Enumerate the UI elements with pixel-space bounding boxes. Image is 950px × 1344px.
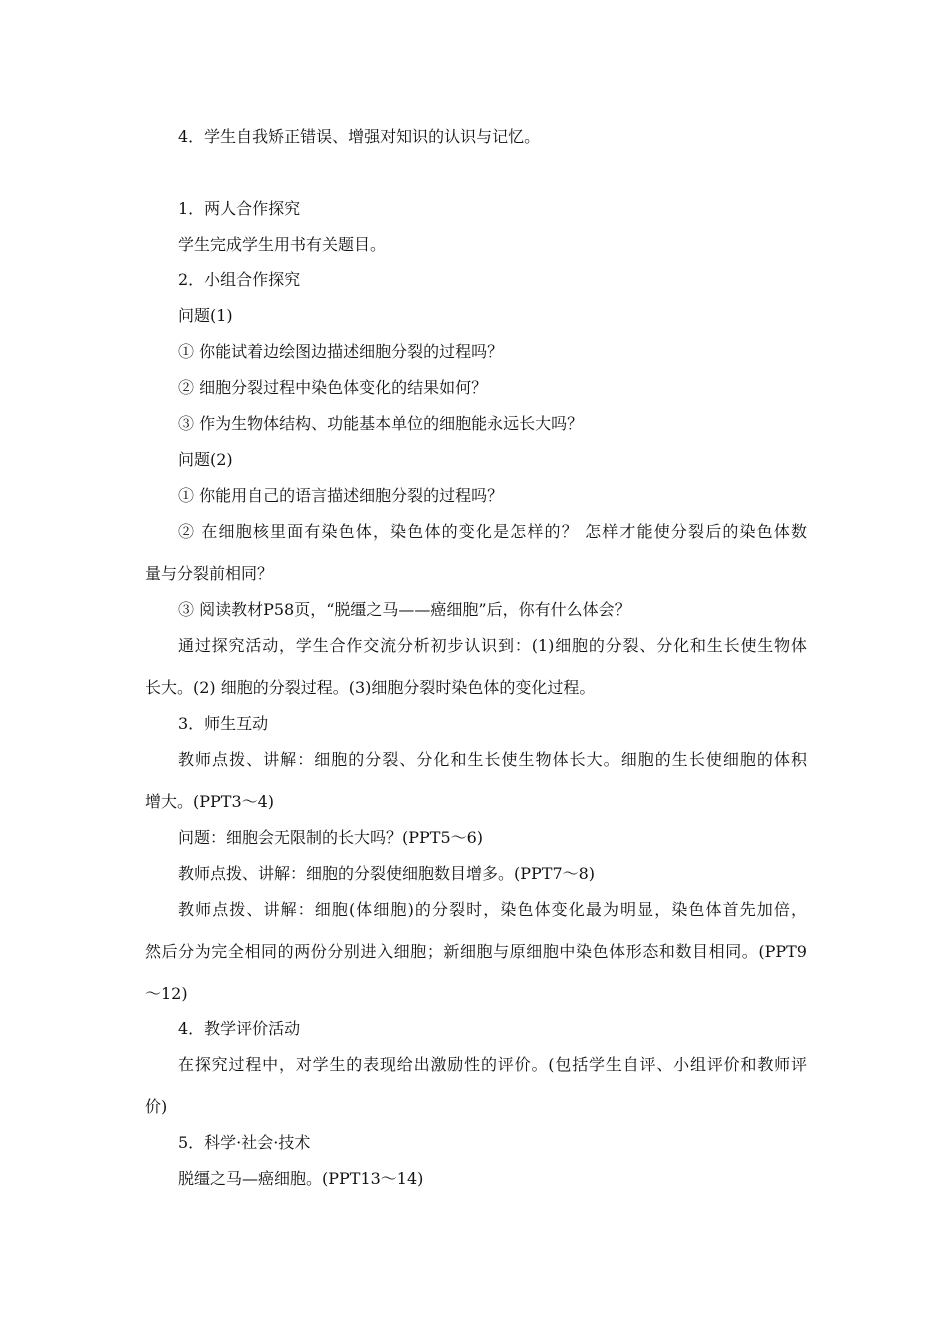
heading-group-inquiry: 2．小组合作探究 — [178, 270, 301, 289]
paragraph-teacher-explain-1: 教师点拨、讲解：细胞的分裂、分化和生长使生物体长大。细胞的生长使细胞的体积 — [178, 750, 807, 769]
question-2-item-3: ③ 阅读教材P58页，“脱缰之马——癌细胞”后，你有什么体会？ — [178, 600, 631, 619]
paragraph-teacher-explain-2: 教师点拨、讲解：细胞的分裂使细胞数目增多。(PPT7～8) — [178, 864, 596, 883]
question-1-item-1: ① 你能试着边绘图边描述细胞分裂的过程吗？ — [178, 342, 504, 361]
question-2-item-1: ① 你能用自己的语言描述细胞分裂的过程吗？ — [178, 486, 504, 505]
paragraph-teacher-explain-3-end: ～12) — [145, 984, 188, 1003]
question-2-item-2-cont: 量与分裂前相同？ — [145, 564, 274, 583]
question-1-label: 问题(1) — [178, 306, 233, 325]
heading-interaction: 3．师生互动 — [178, 714, 269, 733]
paragraph-self-correction: 4．学生自我矫正错误、增强对知识的认识与记忆。 — [178, 127, 541, 146]
paragraph-cancer-cell: 脱缰之马—癌细胞。(PPT13～14) — [178, 1169, 424, 1188]
heading-pair-inquiry: 1．两人合作探究 — [178, 199, 301, 218]
question-2-label: 问题(2) — [178, 450, 233, 469]
paragraph-teacher-explain-3-cont: 然后分为完全相同的两份分别进入细胞；新细胞与原细胞中染色体形态和数目相同。(PPT9 — [145, 942, 807, 961]
paragraph-teacher-explain-1-cont: 增大。(PPT3～4) — [145, 792, 275, 811]
paragraph-teacher-explain-3: 教师点拨、讲解：细胞(体细胞)的分裂时，染色体变化最为明显，染色体首先加倍， — [178, 900, 807, 919]
question-1-item-3: ③ 作为生物体结构、功能基本单位的细胞能永远长大吗？ — [178, 414, 584, 433]
question-1-item-2: ② 细胞分裂过程中染色体变化的结果如何？ — [178, 378, 488, 397]
heading-science-society: 5．科学·社会·技术 — [178, 1133, 311, 1152]
question-2-item-2: ② 在细胞核里面有染色体，染色体的变化是怎样的？ 怎样才能使分裂后的染色体数 — [178, 522, 807, 541]
paragraph-inquiry-summary: 通过探究活动，学生合作交流分析初步认识到：(1)细胞的分裂、分化和生长使生物体 — [178, 636, 807, 655]
paragraph-workbook: 学生完成学生用书有关题目。 — [178, 235, 387, 254]
paragraph-inquiry-summary-cont: 长大。(2) 细胞的分裂过程。(3)细胞分裂时染色体的变化过程。 — [145, 678, 596, 697]
paragraph-question-growth: 问题：细胞会无限制的长大吗？(PPT5～6) — [178, 828, 484, 847]
paragraph-evaluation: 在探究过程中，对学生的表现给出激励性的评价。(包括学生自评、小组评价和教师评 — [178, 1055, 807, 1074]
paragraph-evaluation-cont: 价) — [145, 1097, 168, 1116]
heading-evaluation: 4．教学评价活动 — [178, 1019, 301, 1038]
